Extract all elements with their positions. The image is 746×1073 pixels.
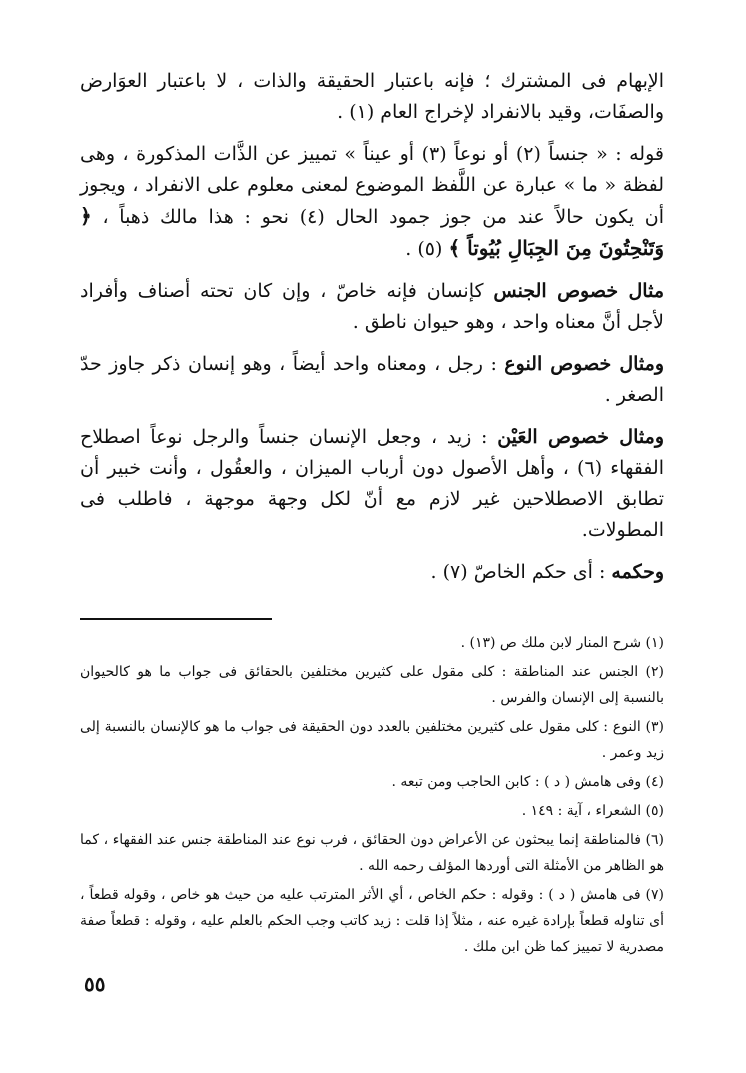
species-example-heading: ومثال خصوص النوع xyxy=(504,353,664,375)
paragraph-4 xyxy=(80,349,664,411)
paragraph-2-end: (٥) . xyxy=(405,238,449,260)
paragraph-2 xyxy=(80,139,664,265)
paragraph-3 xyxy=(80,276,664,338)
footnote: (١) شرح المنار لابن ملك ص (١٣) . xyxy=(460,635,664,651)
footnotes xyxy=(80,630,664,960)
paragraph-6-text: : أى حكم الخاصّ (٧) . xyxy=(430,561,612,583)
ruling-heading: وحكمه xyxy=(611,561,664,583)
paragraph-2-text: قوله : « جنساً (٢) أو نوعاً (٣) أو عيناً » تمييز عن الذَّات المذكورة ، وهى لفظة « ما » عبارة عن اللَّفظ الموضوع لمعنى معلوم على الانفراد ، ويجوز أن يكون حالاً عند من جوز جمود الحال (٤) نحو : هذا مالك ذهباً ، xyxy=(80,143,664,228)
main-text xyxy=(80,66,664,588)
page-number: ٥٥ xyxy=(84,972,106,996)
paragraph-3-text: كإنسان فإنه خاصّ ، وإن كان تحته أصناف وأفراد لأجل أنَّ معناه واحد ، وهو حيوان ناطق . xyxy=(80,280,664,333)
paragraph-5-text: : زيد ، وجعل الإنسان جنساً والرجل نوعاً اصطلاح الفقهاء (٦) ، وأهل الأصول دون أرباب الميزان ، والعقُول ، وأنت خبير أن تطابق الاصطلاحين غير لازم مع أنّ لكل وجهة موجهة ، فاطلب فى المطولات. xyxy=(80,426,664,541)
paragraph-1 xyxy=(80,66,664,128)
footnote: (٥) الشعراء ، آية : ١٤٩ . xyxy=(521,803,664,819)
quran-verse: ﴿ وَتَنْحِتُونَ مِنَ الجِبَالِ بُيُوتاً ﴾ xyxy=(80,204,664,260)
paragraph-6 xyxy=(80,557,664,588)
footnote: (٦) فالمناطقة إنما يبحثون عن الأعراض دون الحقائق ، فرب نوع عند المناطقة جنس عند الفقهاء ، كما هو الظاهر من الأمثلة التى أوردها المؤلف رحمه الله . xyxy=(80,832,664,874)
footnote: (٢) الجنس عند المناطقة : كلى مقول على كثيرين مختلفين بالحقائق فى جواب ما هو كالحيوان بالنسبة إلى الإنسان والفرس . xyxy=(80,664,664,706)
individual-example-heading: ومثال خصوص العَيْن xyxy=(497,426,664,448)
paragraph-4-text: : رجل ، ومعناه واحد أيضاً ، وهو إنسان ذكر جاوز حدّ الصغر . xyxy=(80,353,664,406)
footnote: (٣) النوع : كلى مقول على كثيرين مختلفين بالعدد دون الحقيقة فى جواب ما هو كالإنسان بالنسبة إلى زيد وعمر . xyxy=(80,719,664,761)
genus-example-heading: مثال خصوص الجنس xyxy=(493,280,664,302)
paragraph-1-text: الإبهام فى المشترك ؛ فإنه باعتبار الحقيقة والذات ، لا باعتبار العوَارض والصفَات، وقيد بالانفراد لإخراج العام (١) . xyxy=(80,70,664,123)
paragraph-5 xyxy=(80,422,664,546)
footnote: (٤) وفى هامش ( د ) : كابن الحاجب ومن تبعه . xyxy=(391,774,664,790)
footnote: (٧) فى هامش ( د ) : وقوله : حكم الخاص ، أي الأثر المترتب عليه من حيث هو خاص ، وقوله قطعاً ، أى تناوله قطعاً بإرادة غيره عنه ، مثلاً إذا قلت : زيد كاتب وجب الحكم بالعلم عليه ، وقوله : قطعاً صفة مصدرية لا تمييز كما ظن ابن ملك . xyxy=(80,887,664,955)
footnote-divider xyxy=(80,618,272,620)
